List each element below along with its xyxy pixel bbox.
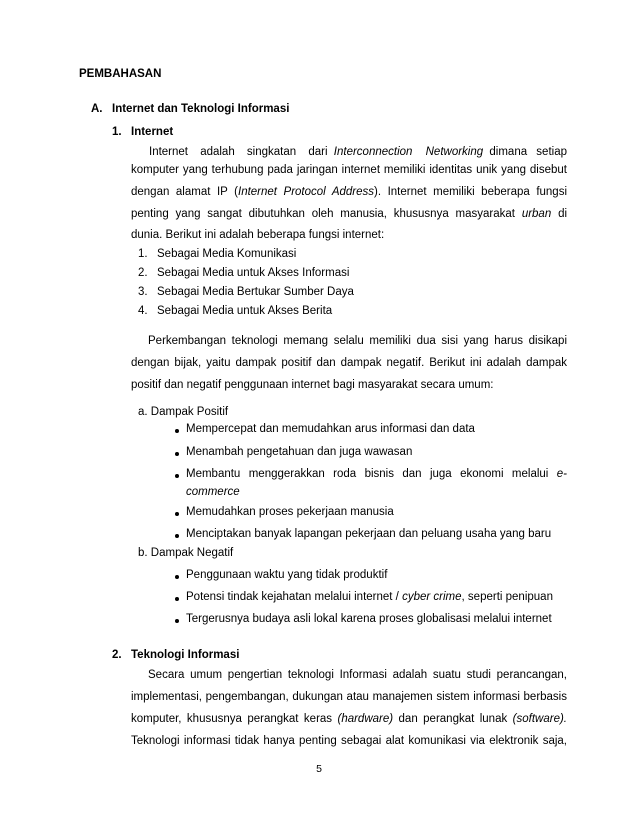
sub2-line4: Teknologi informasi tidak hanya penting sebagai alat komunikasi via elektronik saja, <box>131 735 567 747</box>
function-item: Sebagai Media untuk Akses Berita <box>157 305 333 317</box>
para1-text: dengan alamat IP ( <box>131 186 238 198</box>
bullet-icon <box>175 619 179 623</box>
positive-item <box>186 468 567 480</box>
para1-line1 <box>131 146 567 158</box>
page-heading: PEMBAHASAN <box>79 68 162 80</box>
bullet-icon <box>175 474 179 478</box>
function-item: Sebagai Media Bertukar Sumber Daya <box>157 286 354 298</box>
section-a-title: Internet dan Teknologi Informasi <box>112 103 290 115</box>
para2-line2: dengan bijak, yaitu dampak positif dan dampak negatif. Berikut ini adalah dampak <box>131 357 567 369</box>
function-item-number: 2. <box>138 267 148 279</box>
positive-item: Menambah pengetahuan dan juga wawasan <box>186 446 413 458</box>
positive-item: Memudahkan proses pekerjaan manusia <box>186 506 394 518</box>
negative-item-text: , seperti penipuan <box>461 591 553 603</box>
section-a-number: A. <box>91 103 103 115</box>
para1-text: ). Internet memiliki beberapa fungsi <box>374 186 568 198</box>
para1-line5: dunia. Berikut ini adalah beberapa fungsi internet: <box>131 229 385 241</box>
function-item-number: 1. <box>138 248 148 260</box>
negative-item-term: cyber crime <box>402 591 462 603</box>
sub2-line3 <box>131 713 567 725</box>
bullet-icon <box>175 429 179 433</box>
positive-item-text: Membantu menggerakkan roda bisnis dan juga ekonomi melalui <box>186 468 549 480</box>
bullet-icon <box>175 575 179 579</box>
sub1-title: Internet <box>131 126 174 138</box>
function-item-number: 4. <box>138 305 148 317</box>
positive-item-term: e- <box>556 468 567 480</box>
negative-label: b. Dampak Negatif <box>138 547 234 559</box>
para1-term: urban <box>521 208 552 220</box>
bullet-icon <box>175 597 179 601</box>
para1-term: Interconnection Networking <box>333 146 484 158</box>
para1-line2: komputer yang terhubung pada jaringan internet memiliki identitas unik yang disebut <box>131 164 567 176</box>
para1-text: Internet adalah singkatan dari <box>149 146 328 158</box>
bullet-icon <box>175 452 179 456</box>
page-number: 5 <box>316 763 322 775</box>
positive-label: a. Dampak Positif <box>138 406 229 418</box>
para1-term: Internet Protocol Address <box>238 186 375 198</box>
positive-item-continuation: commerce <box>186 486 240 498</box>
function-item: Sebagai Media untuk Akses Informasi <box>157 267 350 279</box>
para2-line1: Perkembangan teknologi memang selalu memiliki dua sisi yang harus disikapi <box>148 335 567 347</box>
negative-item-text: Potensi tindak kejahatan melalui internet / <box>186 591 399 603</box>
para1-text: dimana setiap <box>489 146 567 158</box>
para2-line3: positif dan negatif penggunaan internet bagi masyarakat secara umum: <box>131 379 494 391</box>
sub2-term: (software). <box>512 713 567 725</box>
negative-item <box>186 591 553 603</box>
positive-item: Menciptakan banyak lapangan pekerjaan dan peluang usaha yang baru <box>186 528 552 540</box>
sub2-term: (hardware) <box>337 713 394 725</box>
negative-item: Penggunaan waktu yang tidak produktif <box>186 569 388 581</box>
sub2-title: Teknologi Informasi <box>131 649 240 661</box>
sub2-text: dan perangkat lunak <box>398 713 508 725</box>
function-item-number: 3. <box>138 286 148 298</box>
para1-line4 <box>131 208 567 220</box>
bullet-icon <box>175 512 179 516</box>
sub2-line2: implementasi, pengembangan, dukungan atau manajemen sistem informasi berbasis <box>131 691 567 703</box>
sub2-line1: Secara umum pengertian teknologi Informasi adalah suatu studi perancangan, <box>148 669 567 681</box>
negative-item: Tergerusnya budaya asli lokal karena proses globalisasi melalui internet <box>186 613 552 625</box>
sub2-text: komputer, khususnya perangkat keras <box>131 713 333 725</box>
para1-text: penting yang sangat dibutuhkan oleh manusia, khususnya masyarakat <box>131 208 515 220</box>
positive-item: Mempercepat dan memudahkan arus informasi dan data <box>186 423 475 435</box>
para1-text: di <box>558 208 568 220</box>
sub1-number: 1. <box>112 126 122 138</box>
function-item: Sebagai Media Komunikasi <box>157 248 297 260</box>
bullet-icon <box>175 534 179 538</box>
para1-line3 <box>131 186 567 198</box>
sub2-number: 2. <box>112 649 122 661</box>
